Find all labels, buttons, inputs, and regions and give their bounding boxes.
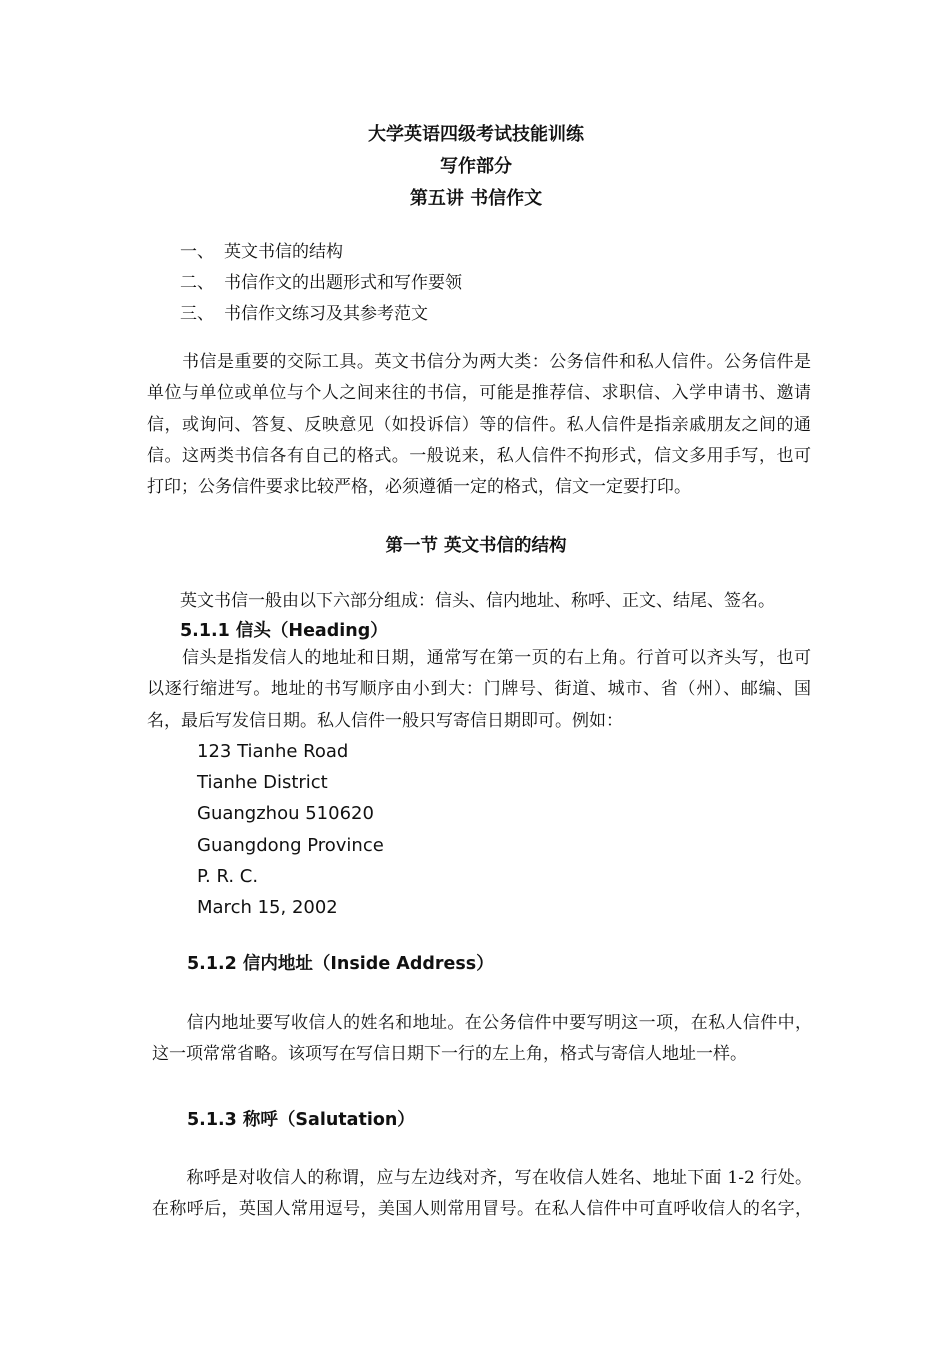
paragraph-line: 这一项常常省略。该项写在写信日期下一行的左上角，格式与寄信人地址一样。 [152,1044,747,1065]
address-line: Guangzhou 510620 [197,803,374,824]
address-date: March 15, 2002 [197,897,338,918]
toc-item-number: 二、 [180,273,214,293]
document-title: 大学英语四级考试技能训练 [368,124,584,145]
subsection-heading-salutation: 5.1.3 称呼（Salutation） [187,1110,415,1130]
paragraph-line: 以逐行缩进写。地址的书写顺序由小到大：门牌号、街道、城市、省（州）、邮编、国 [147,679,811,700]
intro-paragraph [147,347,811,503]
subsection-heading-heading: 5.1.1 信头（Heading） [180,621,388,641]
toc-item [180,268,462,293]
toc-item-text: 书信作文练习及其参考范文 [224,304,428,324]
paragraph-line: 信，或询问、答复、反映意见（如投诉信）等的信件。私人信件是指亲戚朋友之间的通 [147,414,811,435]
section-summary: 英文书信一般由以下六部分组成：信头、信内地址、称呼、正文、结尾、签名。 [180,591,775,611]
toc-item-number: 三、 [180,304,214,324]
document-subtitle: 写作部分 [440,156,512,177]
inside-address-paragraph [152,1008,812,1071]
toc-item-text: 英文书信的结构 [224,242,343,262]
address-line: Guangdong Province [197,835,384,856]
section-heading: 第一节 英文书信的结构 [385,536,567,556]
toc-item [180,237,343,262]
toc-item-text: 书信作文的出题形式和写作要领 [224,273,462,293]
paragraph-line: 在称呼后，英国人常用逗号，美国人则常用冒号。在私人信件中可直呼收信人的名字， [152,1199,812,1220]
heading-paragraph [147,643,811,737]
paragraph-line: 信头是指发信人的地址和日期，通常写在第一页的右上角。行首可以齐头写，也可 [147,648,811,668]
address-line: P. R. C. [197,866,259,887]
paragraph-line: 称呼是对收信人的称谓，应与左边线对齐，写在收信人姓名、地址下面 1-2 行处。 [152,1168,812,1188]
address-line: Tianhe District [197,772,328,793]
paragraph-line: 信。这两类书信各有自己的格式。一般说来，私人信件不拘形式，信文多用手写，也可 [147,445,811,466]
paragraph-line: 打印；公务信件要求比较严格，必须遵循一定的格式，信文一定要打印。 [147,477,691,498]
salutation-paragraph [152,1163,812,1226]
paragraph-line: 书信是重要的交际工具。英文书信分为两大类：公务信件和私人信件。公务信件是 [147,352,811,372]
toc-item [180,299,428,324]
paragraph-line: 信内地址要写收信人的姓名和地址。在公务信件中要写明这一项，在私人信件中， [152,1013,812,1033]
paragraph-line: 单位与单位或单位与个人之间来往的书信，可能是推荐信、求职信、入学申请书、邀请 [147,383,811,404]
paragraph-line: 名，最后写发信日期。私人信件一般只写寄信日期即可。例如： [147,710,623,731]
lecture-title: 第五讲 书信作文 [409,188,543,209]
subsection-heading-inside-address: 5.1.2 信内地址（Inside Address） [187,954,494,974]
address-line: 123 Tianhe Road [197,741,349,762]
toc-item-number: 一、 [180,242,214,262]
